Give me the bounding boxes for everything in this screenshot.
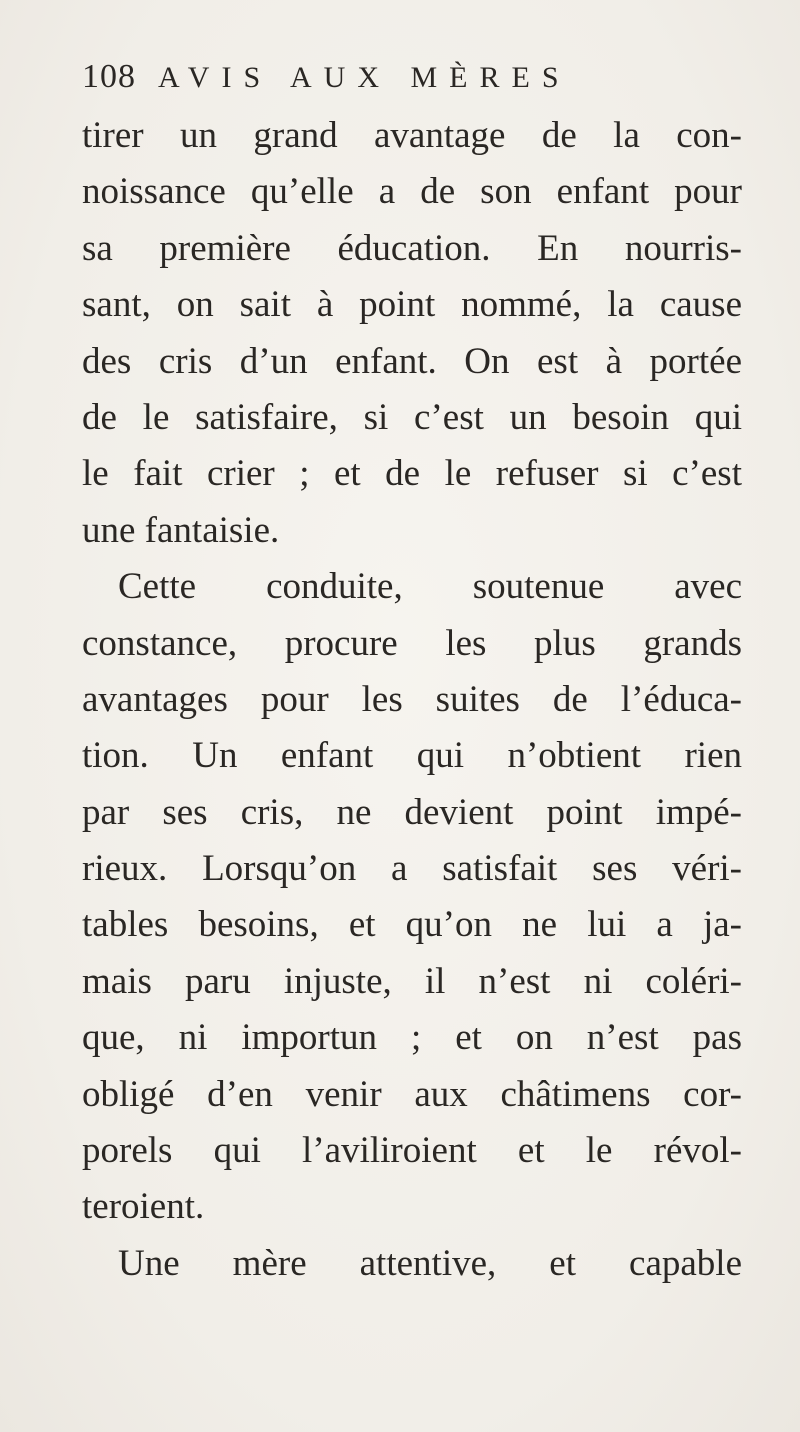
text-line: que, ni importun ; et on n’est pas bbox=[82, 1017, 742, 1059]
body-text bbox=[82, 108, 742, 1292]
text-line: obligé d’en venir aux châtimens cor- bbox=[82, 1073, 742, 1115]
text-line: des cris d’un enfant. On est à portée bbox=[82, 340, 742, 382]
text-line: mais paru injuste, il n’est ni colérі- bbox=[82, 960, 742, 1002]
text-line: tables besoins, et qu’on ne lui a ja- bbox=[82, 904, 742, 946]
text-line: rieux. Lorsqu’on a satisfait ses véri- bbox=[82, 848, 742, 890]
text-line: sa première éducation. En nourris- bbox=[82, 227, 742, 269]
text-line: sant, on sait à point nommé, la cause bbox=[82, 284, 742, 326]
page-header bbox=[82, 58, 571, 102]
text-line: par ses cris, ne devient point impé- bbox=[82, 791, 742, 833]
running-head: AVIS AUX MÈRES bbox=[158, 61, 571, 94]
text-line: une fantaisie. bbox=[82, 509, 280, 551]
text-line: porels qui l’aviliroient et le révol- bbox=[82, 1130, 742, 1172]
text-line: tion. Un enfant qui n’obtient rien bbox=[82, 735, 742, 777]
text-line: noissance qu’elle a de son enfant pour bbox=[82, 171, 742, 213]
text-line: le fait crier ; et de le refuser si c’est bbox=[82, 453, 742, 495]
text-line: avantages pour les suites de l’éduca- bbox=[82, 678, 742, 720]
text-line: de le satisfaire, si c’est un besoin qui bbox=[82, 396, 742, 438]
text-line: constance, procure les plus grands bbox=[82, 622, 742, 664]
page-number: 108 bbox=[82, 58, 136, 95]
text-line: teroient. bbox=[82, 1186, 205, 1228]
text-line-paragraph-start: Cette conduite, soutenue avec bbox=[118, 566, 742, 608]
text-line-paragraph-start: Une mère attentive, et capable bbox=[118, 1242, 742, 1284]
text-line: tirer un grand avantage de la con- bbox=[82, 115, 742, 156]
